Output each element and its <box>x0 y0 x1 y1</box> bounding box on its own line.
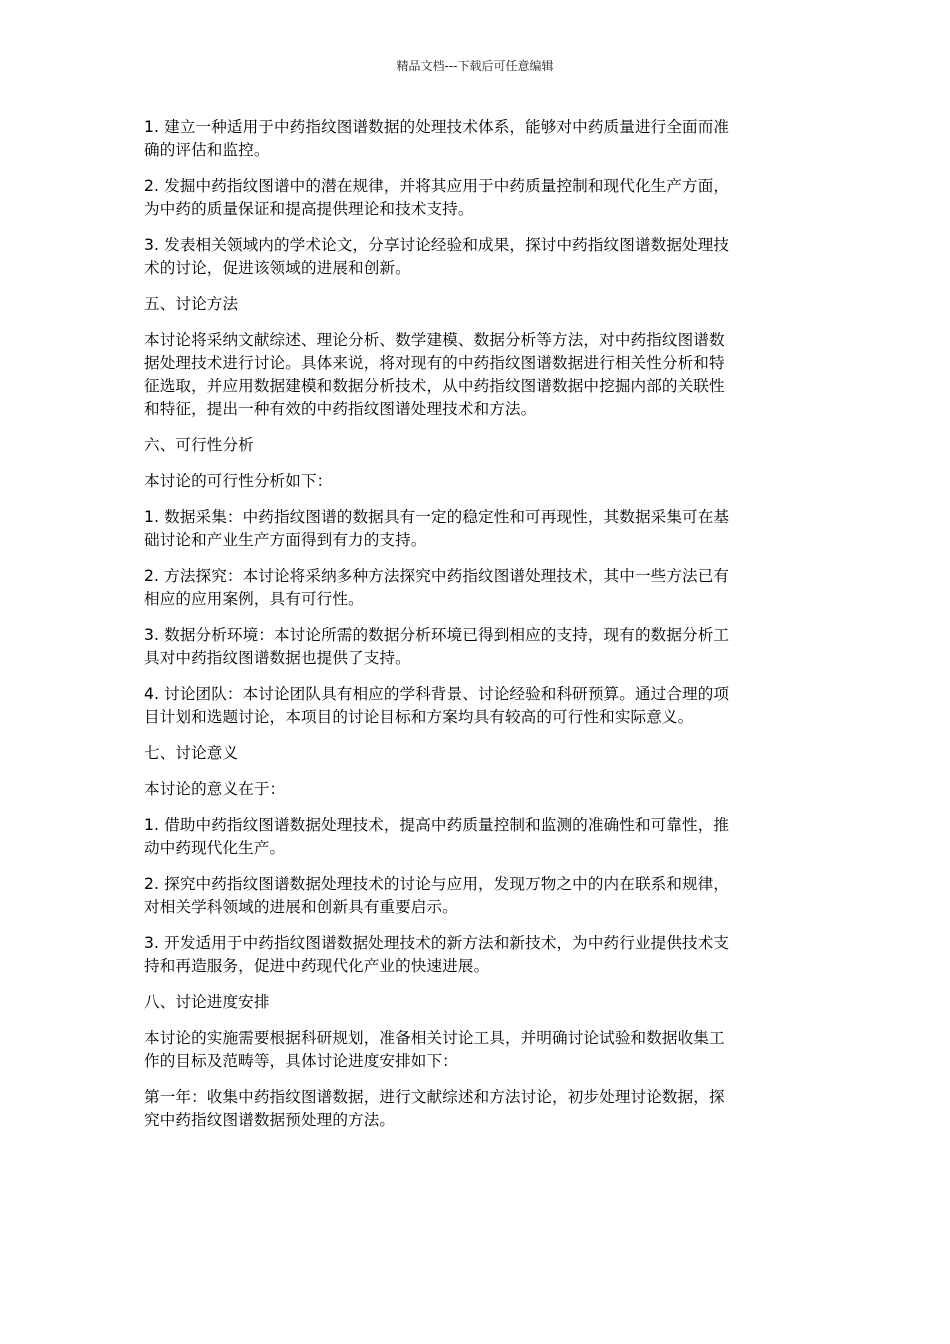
significance-item-3: 3. 开发适用于中药指纹图谱数据处理技术的新方法和新技术，为中药行业提供技术支 持和再造服务，促进中药现代化产业的快速进展。 <box>144 934 730 975</box>
methods-paragraph: 本讨论将采纳文献综述、理论分析、数学建模、数据分析等方法，对中药指纹图谱数 据处理技术进行讨论。具体来说，将对现有的中药指纹图谱数据进行相关性分析和特 征选取，并应用数据建模和数据分析技术，从中药指纹图谱数据中挖掘内部的关联性 和特征，提出一种有效的中药指纹图谱处理技术和方法。 <box>144 331 725 418</box>
schedule-intro: 本讨论的实施需要根据科研规划，准备相关讨论工具，并明确讨论试验和数据收集工 作的目标及范畴等，具体讨论进度安排如下： <box>144 1029 725 1070</box>
section-heading-methods: 五、讨论方法 <box>144 295 239 313</box>
section-heading-feasibility: 六、可行性分析 <box>144 436 254 454</box>
section-heading-significance: 七、讨论意义 <box>144 744 239 762</box>
significance-item-2: 2. 探究中药指纹图谱数据处理技术的讨论与应用，发现万物之中的内在联系和规律， 对相关学科领域的进展和创新具有重要启示。 <box>144 875 730 916</box>
goal-item-3: 3. 发表相关领域内的学术论文，分享讨论经验和成果，探讨中药指纹图谱数据处理技 术的讨论，促进该领域的进展和创新。 <box>144 236 730 277</box>
feasibility-item-4: 4. 讨论团队：本讨论团队具有相应的学科背景、讨论经验和科研预算。通过合理的项 目计划和选题讨论，本项目的讨论目标和方案均具有较高的可行性和实际意义。 <box>144 685 730 726</box>
feasibility-item-2: 2. 方法探究：本讨论将采纳多种方法探究中药指纹图谱处理技术，其中一些方法已有 相应的应用案例，具有可行性。 <box>144 567 730 608</box>
page-header: 精品文档---下载后可任意编辑 <box>396 59 554 73</box>
significance-item-1: 1. 借助中药指纹图谱数据处理技术，提高中药质量控制和监测的准确性和可靠性，推 动中药现代化生产。 <box>144 816 730 857</box>
goal-item-2: 2. 发掘中药指纹图谱中的潜在规律，并将其应用于中药质量控制和现代化生产方面， 为中药的质量保证和提高提供理论和技术支持。 <box>144 177 730 218</box>
feasibility-item-1: 1. 数据采集：中药指纹图谱的数据具有一定的稳定性和可再现性，其数据采集可在基 础讨论和产业生产方面得到有力的支持。 <box>144 508 730 549</box>
significance-intro: 本讨论的意义在于： <box>144 780 286 798</box>
goal-item-1: 1. 建立一种适用于中药指纹图谱数据的处理技术体系，能够对中药质量进行全面而准 确的评估和监控。 <box>144 118 730 159</box>
section-heading-schedule: 八、讨论进度安排 <box>144 993 270 1011</box>
feasibility-item-3: 3. 数据分析环境：本讨论所需的数据分析环境已得到相应的支持，现有的数据分析工 具对中药指纹图谱数据也提供了支持。 <box>144 626 730 667</box>
document-body <box>144 116 804 1145</box>
feasibility-intro: 本讨论的可行性分析如下： <box>144 472 333 490</box>
schedule-year-1: 第一年：收集中药指纹图谱数据，进行文献综述和方法讨论，初步处理讨论数据，探 究中药指纹图谱数据预处理的方法。 <box>144 1088 725 1129</box>
